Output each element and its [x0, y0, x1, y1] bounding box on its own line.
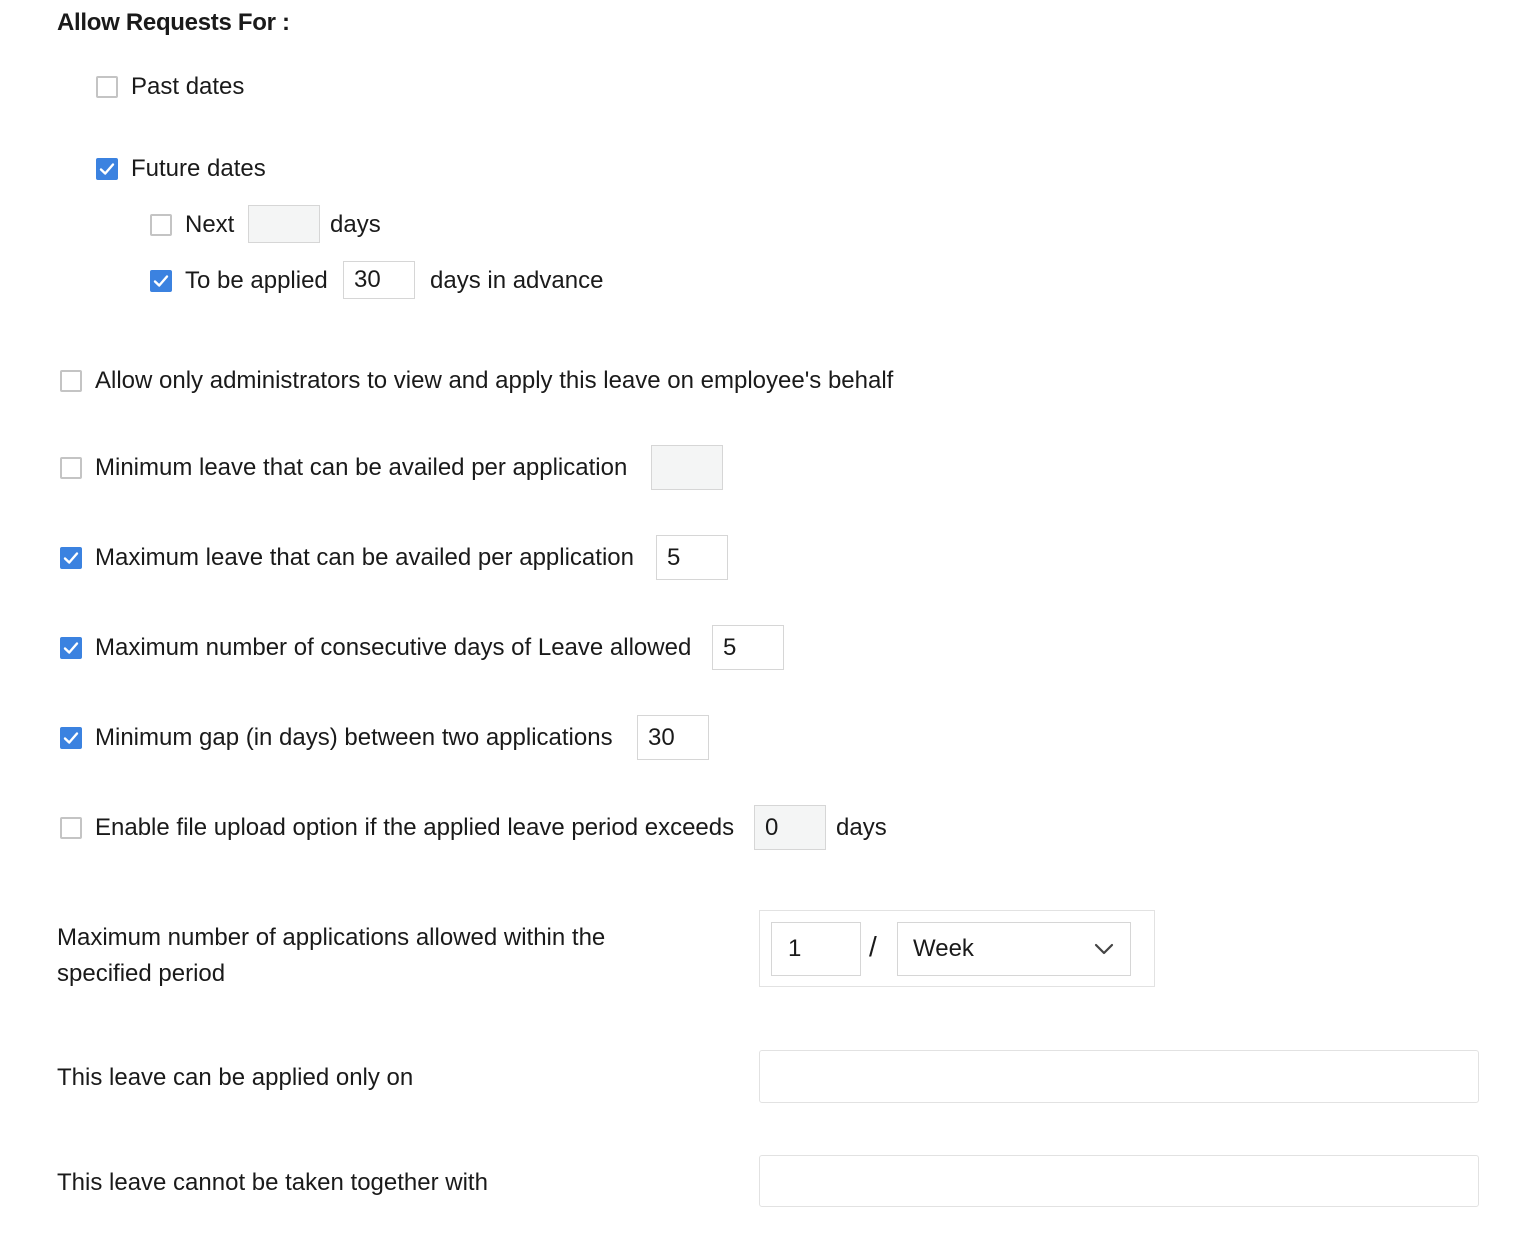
next-days-suffix: days [330, 211, 381, 238]
period-separator: / [869, 931, 877, 962]
file-upload-input[interactable]: 0 [754, 805, 826, 850]
past-dates-label: Past dates [131, 73, 245, 100]
next-days-prefix: Next [185, 211, 235, 238]
section-title: Allow Requests For : [57, 9, 290, 36]
min-leave-checkbox[interactable] [60, 457, 82, 479]
advance-days-input[interactable]: 30 [343, 261, 415, 299]
chevron-down-icon [1094, 943, 1114, 956]
max-leave-label: Maximum leave that can be availed per application [95, 544, 634, 571]
advance-days-suffix: days in advance [430, 267, 604, 294]
applied-only-on-label: This leave can be applied only on [57, 1064, 414, 1091]
admin-only-label: Allow only administrators to view and apply this leave on employee's behalf [95, 367, 894, 394]
max-leave-checkbox[interactable] [60, 547, 82, 569]
min-leave-label: Minimum leave that can be availed per application [95, 454, 628, 481]
next-days-input[interactable] [248, 205, 320, 243]
checkmark-icon [98, 160, 116, 178]
next-days-checkbox[interactable] [150, 214, 172, 236]
file-upload-checkbox[interactable] [60, 817, 82, 839]
file-upload-label: Enable file upload option if the applied leave period exceeds [95, 814, 735, 841]
applied-only-on-field[interactable] [759, 1050, 1479, 1103]
future-dates-label: Future dates [131, 155, 266, 182]
max-applications-label-line2: specified period [57, 960, 226, 987]
checkmark-icon [152, 272, 170, 290]
not-together-field[interactable] [759, 1155, 1479, 1207]
file-upload-suffix: days [836, 814, 887, 841]
advance-days-checkbox[interactable] [150, 270, 172, 292]
min-gap-input[interactable]: 30 [637, 715, 709, 760]
advance-days-prefix: To be applied [185, 267, 328, 294]
min-gap-checkbox[interactable] [60, 727, 82, 749]
admin-only-checkbox[interactable] [60, 370, 82, 392]
max-leave-input[interactable]: 5 [656, 535, 728, 580]
checkmark-icon [62, 729, 80, 747]
min-leave-input[interactable] [651, 445, 723, 490]
past-dates-checkbox[interactable] [96, 76, 118, 98]
max-consecutive-label: Maximum number of consecutive days of Leave allowed [95, 634, 692, 661]
max-consecutive-checkbox[interactable] [60, 637, 82, 659]
checkmark-icon [62, 639, 80, 657]
checkmark-icon [62, 549, 80, 567]
max-applications-count-input[interactable]: 1 [771, 922, 861, 976]
period-select[interactable] [897, 922, 1131, 976]
not-together-label: This leave cannot be taken together with [57, 1169, 488, 1196]
max-consecutive-input[interactable]: 5 [712, 625, 784, 670]
period-select-value: Week [913, 935, 974, 962]
max-applications-label-line1: Maximum number of applications allowed within the [57, 924, 606, 951]
min-gap-label: Minimum gap (in days) between two applications [95, 724, 613, 751]
future-dates-checkbox[interactable] [96, 158, 118, 180]
